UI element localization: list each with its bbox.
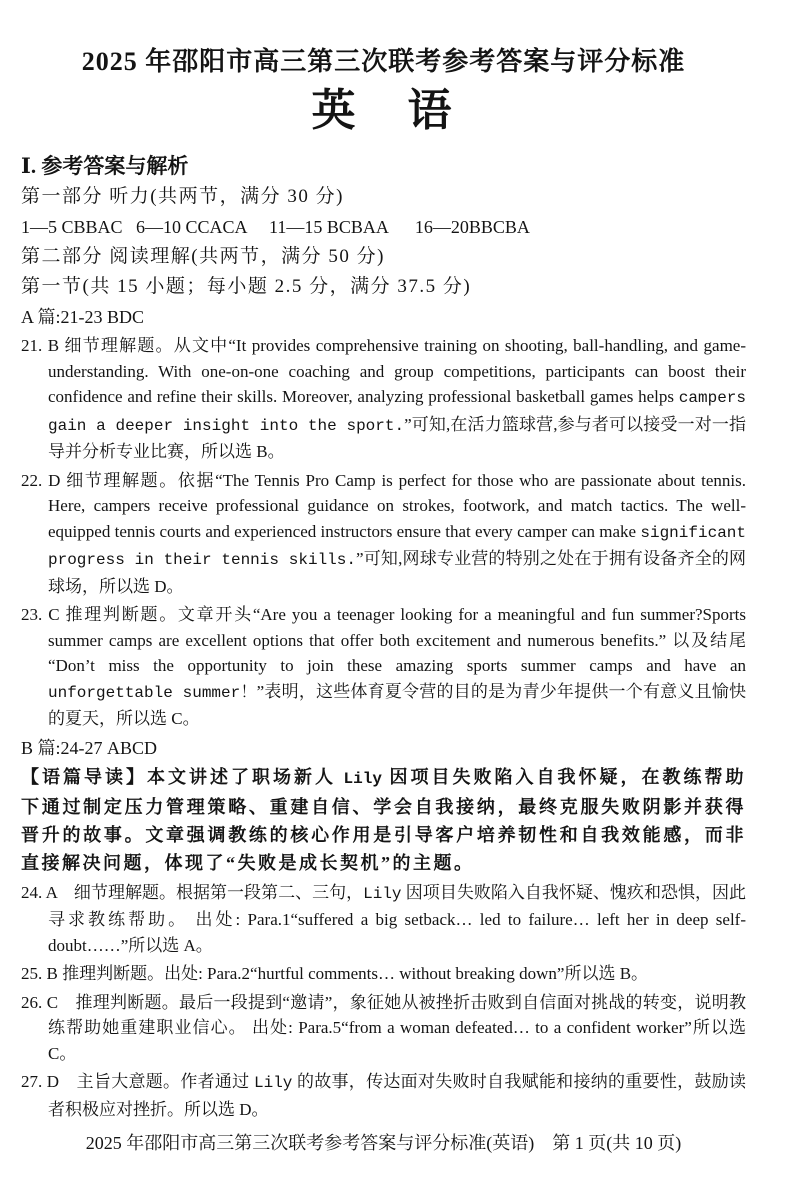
text-segment: 26. C 推理判断题。最后一段提到“邀请”，象征她从被挫折击败到自信面对挑战的转变，说明教练帮助她重建职业信心。 出处: Para.5“from a woman defeated… to a confident worker”所以选 C。 xyxy=(21,992,746,1063)
text-segment: 22. D 细节理解题。依据“The Tennis Pro Camp is perfect for those who are passionate about tennis. Here, campers receive professional guidance on strokes, footwork, and match tactics. The well-equipped tennis courts and experienced instructors ensure that every camper can make xyxy=(21,470,746,541)
answer-item xyxy=(21,880,746,959)
text-segment: 24. A 细节理解题。根据第一段第二、三句， xyxy=(21,882,364,902)
answer-item xyxy=(21,961,746,987)
text-segment: 25. B 推理判断题。出处: Para.2“hurtful comments… without breaking down”所以选 B。 xyxy=(21,964,649,983)
text-segment: 27. D 主旨大意题。作者通过 xyxy=(21,1072,254,1091)
text-segment: Lily xyxy=(363,884,402,903)
page-footer: 2025 年邵阳市高三第三次联考参考答案与评分标准(英语) 第 1 页(共 10 页) xyxy=(85,1133,682,1153)
text-segment: Lily xyxy=(254,1074,293,1092)
answers-section-heading: Ⅰ. 参考答案与解析 xyxy=(21,154,189,178)
section1-heading: 第一节(共 15 小题；每小题 2.5 分，满分 37.5 分) xyxy=(21,276,472,297)
text-segment: ”可知,在活力篮球营,参与者可以接受一对一指导并分析专业比赛，所以选 B。 xyxy=(48,414,746,461)
passage-a-items xyxy=(21,333,746,732)
listening-answers: 1—5 CBBAC 6—10 CCACA 11—15 BCBAA 16—20BBCBA xyxy=(21,217,530,237)
text-segment: ”表明，这些体育夏令营的目的是为青少年提供一个有意义且愉快的夏天，所以选 C。 xyxy=(48,681,746,728)
text-segment: campers gain a deeper insight into the sport. xyxy=(48,389,746,435)
answer-item xyxy=(21,333,746,465)
passage-b-items xyxy=(21,880,746,1123)
part2-heading: 第二部分 阅读理解(共两节，满分 50 分) xyxy=(21,246,385,267)
text-segment: Lily xyxy=(343,769,382,788)
doc-title: 2025 年邵阳市高三第三次联考参考答案与评分标准 xyxy=(81,47,686,76)
part1-heading: 第一部分 听力(共两节，满分 30 分) xyxy=(21,186,344,207)
text-segment: 23. C 推理判断题。文章开头“Are you a teenager looking for a meaningful and fun summer?Sports summer camps are excellent options that offer both excitement and numerous benefits.” 以及结尾 “Don’t miss the opportunity to join these amazing sports summer camps and have an xyxy=(21,605,746,675)
text-segment: ”可知,网球专业营的特别之处在于拥有设备齐全的网球场，所以选 D。 xyxy=(48,549,746,596)
answer-item xyxy=(21,1069,746,1122)
text-segment: 的故事，传达面对失败时自我赋能和接纳的重要性，鼓励读者积极应对挫折。所以选 D。 xyxy=(48,1072,747,1119)
text-segment: 21. B 细节理解题。从文中“It provides comprehensive training on shooting, ball-handling, and game-understanding. With one-on-one coaching and group competitions, participants can boost their confidence and refine their skills. Moreover, analyzing professional basketball games helps xyxy=(21,336,746,406)
passage-b-heading: B 篇:24-27 ABCD xyxy=(21,737,158,758)
text-segment: 【语篇导读】本文讲述了职场新人 xyxy=(21,766,344,787)
text-segment: unforgettable summer！ xyxy=(48,683,257,702)
text-segment: 因项目失败陷入自我怀疑，在教练帮助下通过制定压力管理策略、重建自信、学会自我接纳，最终克服失败阴影并获得晋升的故事。文章强调教练的核心作用是引导客户培养韧性和自我效能感，而非直接解决问题，体现了“失败是成长契机”的主题。 xyxy=(21,766,746,873)
passage-b-guide xyxy=(21,763,746,877)
passage-a-heading: A 篇:21-23 BDC xyxy=(21,307,145,327)
answer-item xyxy=(21,602,746,732)
doc-subject: 英 语 xyxy=(311,86,456,135)
text-segment: significant progress in their tennis skills. xyxy=(48,523,746,569)
answer-item xyxy=(21,468,746,600)
answer-item xyxy=(21,990,746,1067)
text-segment: 因项目失败陷入自我怀疑、愧疚和恐惧，因此寻求教练帮助。 出处: Para.1“suffered a big setback… led to failure… left her in deep self-doubt……”所以选 A。 xyxy=(48,882,746,955)
